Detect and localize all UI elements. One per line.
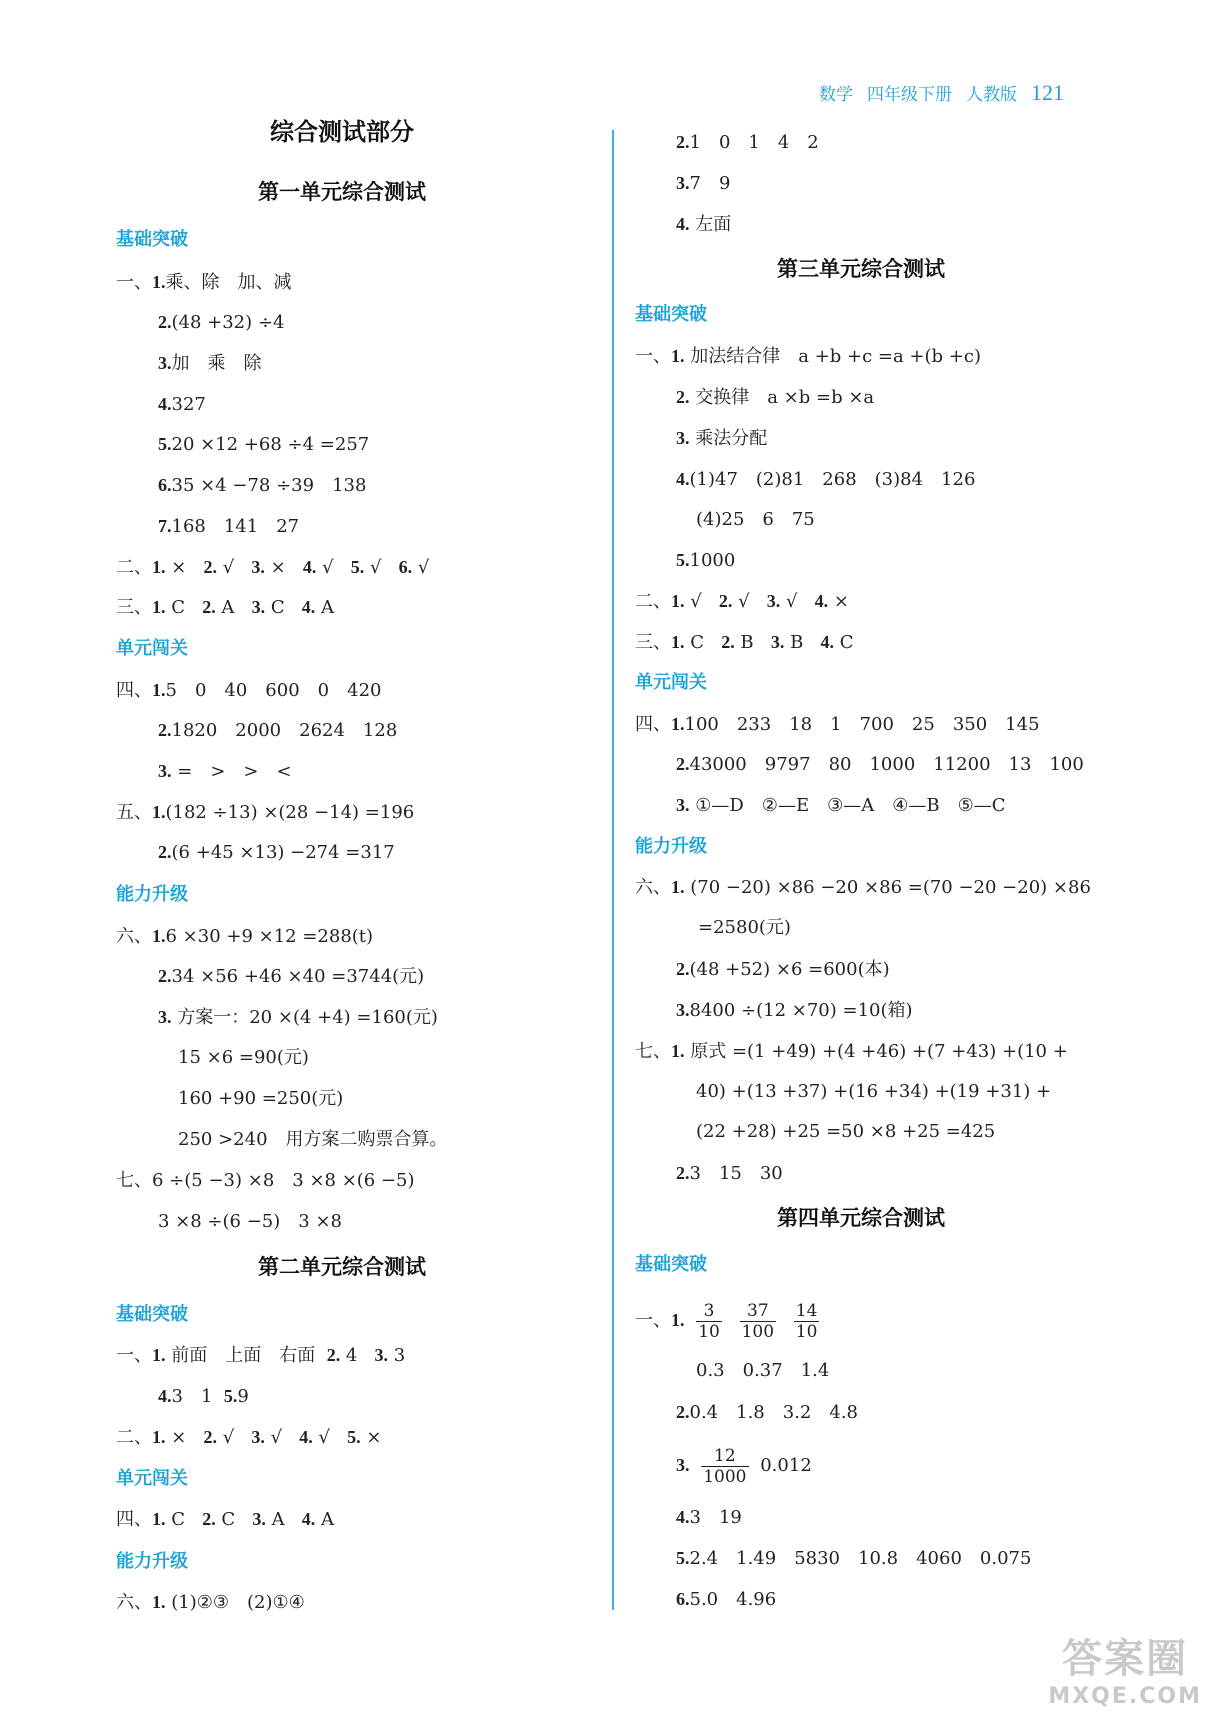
answer-line: 三、1. C 2. A 3. C 4. A <box>116 597 335 618</box>
unit3-basic-heading: 基础突破 <box>635 304 707 325</box>
answer-line: 六、1. (1)②③ (2)①④ <box>116 1592 305 1613</box>
fraction: $\frac{12}{1000}$ <box>703 1445 747 1487</box>
answer-line: 6.35 ×4 −78 ÷39 138 <box>158 475 367 496</box>
answer-line: 3.8400 ÷(12 ×70) =10(箱) <box>676 1000 913 1021</box>
answer-line: 3.7 9 <box>676 173 731 194</box>
answer-line: 四、1.100 233 18 1 700 25 350 145 <box>635 714 1040 735</box>
answer-line: 3.加 乘 除 <box>158 353 262 374</box>
answer-line: 4.327 <box>158 394 206 415</box>
answer-line: 七、1. 原式 =(1 +49) +(4 +46) +(7 +43) +(10 + <box>635 1041 1068 1062</box>
unit3-pass-heading: 单元闯关 <box>635 672 707 693</box>
answer-line: 5.20 ×12 +68 ÷4 =257 <box>158 434 370 455</box>
fraction: $\frac{14}{10}$ <box>795 1300 818 1342</box>
answer-line: 一、1. $\frac{3}{10}$ $\frac{37}{100}$ $\frac{14}{10}$ <box>635 1300 818 1342</box>
answer-line: (4)25 6 75 <box>696 509 815 530</box>
answer-line: 七、6 ÷(5 −3) ×8 3 ×8 ×(6 −5) <box>116 1170 415 1191</box>
answer-line: 三、1. C 2. B 3. B 4. C <box>635 632 854 653</box>
page-number: 121 <box>1031 80 1064 105</box>
answer-line: 2.1820 2000 2624 128 <box>158 720 398 741</box>
page-title: 综合测试部分 <box>270 118 414 146</box>
header-subject: 数学 <box>819 85 853 105</box>
answer-line: 160 +90 =250(元) <box>178 1088 344 1109</box>
unit3-upgrade-heading: 能力升级 <box>635 836 707 857</box>
answer-line: 4.3 19 <box>676 1507 742 1528</box>
answer-line: 二、1. √ 2. √ 3. √ 4. × <box>635 591 849 612</box>
answer-line: 3. = > > < <box>158 761 292 782</box>
answer-line: 250 >240 用方案二购票合算。 <box>178 1129 448 1150</box>
answer-line: 3 ×8 ÷(6 −5) 3 ×8 <box>158 1211 342 1232</box>
unit4-basic-heading: 基础突破 <box>635 1254 707 1275</box>
answer-line: 15 ×6 =90(元) <box>178 1047 309 1068</box>
unit3-title: 第三单元综合测试 <box>777 257 945 281</box>
unit4-title: 第四单元综合测试 <box>777 1206 945 1230</box>
answer-line: 0.3 0.37 1.4 <box>696 1360 830 1381</box>
answer-line: 3. $\frac{12}{1000}$ 0.012 <box>676 1445 812 1487</box>
answer-line: 7.168 141 27 <box>158 516 300 537</box>
answer-line: 一、1.乘、除 加、减 <box>116 272 292 293</box>
answer-line: 二、1. × 2. √ 3. × 4. √ 5. √ 6. √ <box>116 557 430 578</box>
answer-line: 6.5.0 4.96 <box>676 1589 777 1610</box>
answer-line: 二、1. × 2. √ 3. √ 4. √ 5. × <box>116 1427 382 1448</box>
answer-line: 3. 方案一：20 ×(4 +4) =160(元) <box>158 1007 438 1028</box>
unit2-upgrade-heading: 能力升级 <box>116 1551 188 1572</box>
answer-line: 五、1.(182 ÷13) ×(28 −14) =196 <box>116 802 415 823</box>
answer-line: 3. ①—D ②—E ③—A ④—B ⑤—C <box>676 795 1006 816</box>
answer-line: 3. 乘法分配 <box>676 428 768 449</box>
answer-line: 2.34 ×56 +46 ×40 =3744(元) <box>158 966 425 987</box>
answer-line: 4.3 1 5.9 <box>158 1386 249 1407</box>
answer-line: 四、1.5 0 40 600 0 420 <box>116 680 382 701</box>
answer-line: 2.43000 9797 80 1000 11200 13 100 <box>676 754 1084 775</box>
header-grade: 四年级下册 <box>867 85 952 105</box>
answer-line: 四、1. C 2. C 3. A 4. A <box>116 1509 335 1530</box>
fraction: $\frac{3}{10}$ <box>698 1300 720 1342</box>
answer-line: 2.1 0 1 4 2 <box>676 132 819 153</box>
answer-line: =2580(元) <box>698 917 791 938</box>
answer-line: 一、1. 加法结合律 a +b +c =a +(b +c) <box>635 346 981 367</box>
column-divider <box>612 130 614 1610</box>
answer-line: 5.2.4 1.49 5830 10.8 4060 0.075 <box>676 1548 1032 1569</box>
answer-line: 2.3 15 30 <box>676 1163 783 1184</box>
answer-line: 2.(48 +32) ÷4 <box>158 312 285 333</box>
header-edition: 人教版 <box>966 85 1017 105</box>
answer-line: 一、1. 前面 上面 右面 2. 4 3. 3 <box>116 1345 406 1366</box>
answer-line: 六、1. (70 −20) ×86 −20 ×86 =(70 −20 −20) ×86 <box>635 877 1091 898</box>
answer-line: 4. 左面 <box>676 214 732 235</box>
unit1-pass-heading: 单元闯关 <box>116 638 188 659</box>
fraction: $\frac{37}{100}$ <box>741 1300 775 1342</box>
answer-line: 2.(6 +45 ×13) −274 =317 <box>158 842 395 863</box>
unit2-title: 第二单元综合测试 <box>258 1255 426 1279</box>
answer-line: 2.(48 +52) ×6 =600(本) <box>676 959 890 980</box>
answer-line: 2.0.4 1.8 3.2 4.8 <box>676 1402 859 1423</box>
page-header <box>819 80 1064 106</box>
watermark-logo: 答案圈 MXQE.COM <box>1048 1636 1202 1709</box>
answer-line: 六、1.6 ×30 +9 ×12 =288(t) <box>116 926 374 947</box>
answer-line: (22 +28) +25 =50 ×8 +25 =425 <box>696 1121 996 1142</box>
answer-line: 2. 交换律 a ×b =b ×a <box>676 387 875 408</box>
answer-line: 4.(1)47 (2)81 268 (3)84 126 <box>676 469 976 490</box>
unit2-basic-heading: 基础突破 <box>116 1304 188 1325</box>
unit1-basic-heading: 基础突破 <box>116 229 188 250</box>
unit1-upgrade-heading: 能力升级 <box>116 884 188 905</box>
unit1-title: 第一单元综合测试 <box>258 180 426 204</box>
answer-line: 40) +(13 +37) +(16 +34) +(19 +31) + <box>696 1081 1052 1102</box>
unit2-pass-heading: 单元闯关 <box>116 1468 188 1489</box>
answer-line: 5.1000 <box>676 550 736 571</box>
